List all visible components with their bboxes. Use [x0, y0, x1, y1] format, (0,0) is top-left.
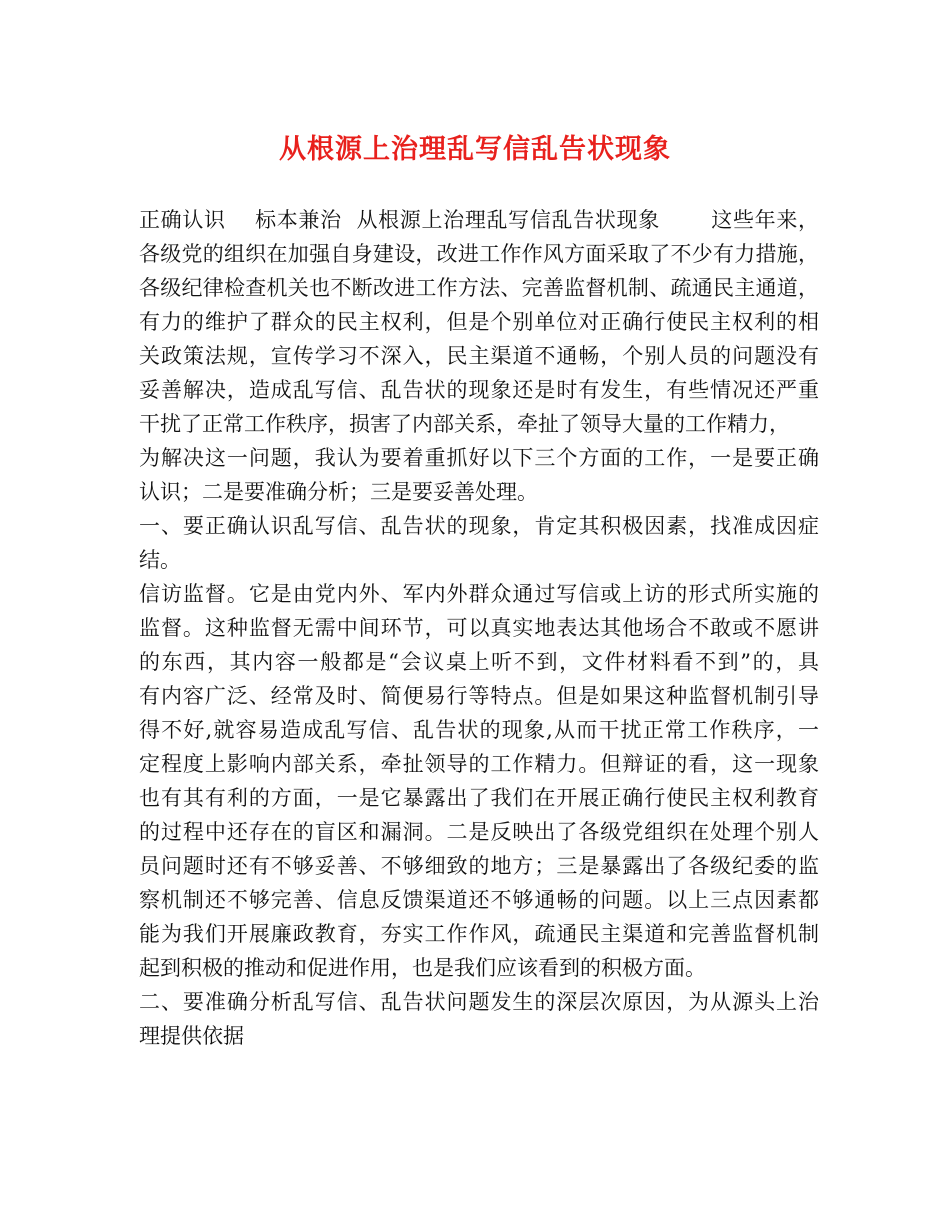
body-line: 关政策法规，宣传学习不深入，民主渠道不通畅，个别人员的问题没有 [139, 344, 819, 368]
body-line: 有力的维护了群众的民主权利，但是个别单位对正确行使民主权利的相 [139, 310, 819, 334]
body-line: 能为我们开展廉政教育，夯实工作作风，疏通民主渠道和完善监督机制 [139, 922, 819, 946]
section-heading-2: 二、要准确分析乱写信、乱告状问题发生的深层次原因，为从源头上治 [139, 990, 819, 1014]
section-heading-1-end: 结。 [139, 548, 181, 572]
document-title: 从根源上治理乱写信乱告状现象 [279, 134, 671, 165]
body-line: 认识；二是要准确分析；三是要妥善处理。 [139, 480, 538, 504]
body-line: 各级党的组织在加强自身建设，改进工作作风方面采取了不少有力措施， [139, 242, 819, 266]
body-line: 员问题时还有不够妥善、不够细致的地方；三是暴露出了各级纪委的监 [139, 854, 819, 878]
body-line: 也有其有利的方面，一是它暴露出了我们在开展正确行使民主权利教育 [139, 786, 819, 810]
body-line: 正确认识 标本兼治 从根源上治理乱写信乱告状现象 这些年来， [139, 208, 819, 232]
body-line: 起到积极的推动和促进作用，也是我们应该看到的积极方面。 [139, 956, 706, 980]
body-line: 各级纪律检查机关也不断改进工作方法、完善监督机制、疏通民主通道， [139, 276, 819, 300]
body-line: 干扰了正常工作秩序，损害了内部关系，牵扯了领导大量的工作精力， [139, 412, 790, 436]
body-line: 的东西，其内容一般都是“会议桌上听不到，文件材料看不到”的，具 [139, 650, 819, 674]
body-line: 察机制还不够完善、信息反馈渠道还不够通畅的问题。以上三点因素都 [139, 888, 819, 912]
document-body [139, 203, 819, 1053]
body-line: 的过程中还存在的盲区和漏洞。二是反映出了各级党组织在处理个别人 [139, 820, 819, 844]
body-line: 信访监督。它是由党内外、军内外群众通过写信或上访的形式所实施的 [139, 582, 819, 606]
body-line: 定程度上影响内部关系，牵扯领导的工作精力。但辩证的看，这一现象 [139, 752, 819, 776]
body-line: 为解决这一问题，我认为要着重抓好以下三个方面的工作，一是要正确 [139, 446, 819, 470]
body-line: 得不好,就容易造成乱写信、乱告状的现象,从而干扰正常工作秩序，一 [139, 718, 819, 742]
body-line: 有内容广泛、经常及时、简便易行等特点。但是如果这种监督机制引导 [139, 684, 819, 708]
body-line: 监督。这种监督无需中间环节，可以真实地表达其他场合不敢或不愿讲 [139, 616, 819, 640]
section-heading-2-end: 理提供依据 [139, 1024, 244, 1048]
body-line: 妥善解决，造成乱写信、乱告状的现象还是时有发生，有些情况还严重 [139, 378, 819, 402]
section-heading-1: 一、要正确认识乱写信、乱告状的现象，肯定其积极因素，找准成因症 [139, 514, 819, 538]
